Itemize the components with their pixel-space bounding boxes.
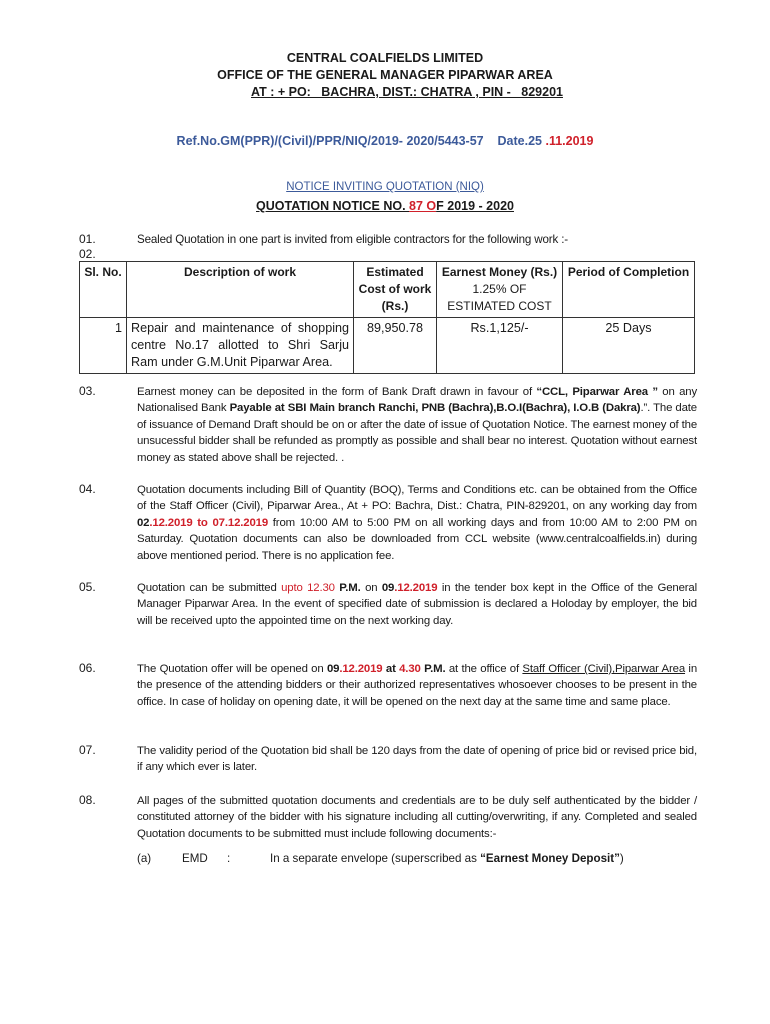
quotation-suffix: F 2019 - 2020 — [436, 199, 514, 213]
p05-part-a: Quotation can be submitted — [137, 582, 282, 594]
col-description: Description of work — [127, 262, 354, 318]
address-line: AT : + PO: _BACHRA, DIST.: CHATRA , PIN - _829201 — [251, 85, 563, 99]
quotation-prefix: QUOTATION NOTICE NO. — [256, 199, 410, 213]
sub-item-a-name: EMD — [182, 852, 208, 865]
quotation-number: 87 O — [409, 199, 437, 213]
p06-date-day: 09 — [326, 663, 340, 675]
row-estimated-cost: 89,950.78 — [354, 318, 437, 374]
col-sl-no: Sl. No. — [80, 262, 127, 318]
row-period: 25 Days — [563, 318, 695, 374]
p04-date1-rest: .12.2019 — [149, 516, 193, 529]
item-04-text — [137, 482, 697, 564]
item-number-01: 01. — [79, 232, 96, 246]
niq-title: NOTICE INVITING QUOTATION (NIQ) — [286, 181, 484, 193]
p06-time: 4.30 — [399, 663, 421, 675]
p03-part-c: on any Nationalised Bank — [137, 386, 697, 415]
p06-part-c: in the presence of the attending bidders or their authorized representatives whosoever chooses to be present in the office. In case of holiday on opening date, it will be opened on the next day at the same time and same place. — [137, 663, 698, 708]
item-number-02: 02. — [79, 247, 96, 261]
col-estimated-cost: Estimated Cost of work (Rs.) — [354, 262, 437, 318]
p04-part-b: from 10:00 AM to 5:00 PM on all working days and from 10:00 AM to 2:00 PM on Saturday. Quotation documents can also be downloaded from CCL website (www.centralcoalfields.in) during above mentioned period. There is no application fee. — [137, 516, 697, 562]
company-name: CENTRAL COALFIELDS LIMITED — [286, 51, 484, 65]
item-08-text: All pages of the submitted quotation documents and credentials are to be duly self authenticated by the bidder / constituted attorney of the bidder with his signature including all cutting/overwriting, if any. Completed and sealed Quotation documents to be submitted must include following documents:- — [137, 795, 697, 840]
item-06-text — [137, 661, 697, 710]
p05-pm: P.M. — [339, 582, 361, 594]
item-number-07: 07. — [79, 743, 96, 757]
p06-at: at — [382, 663, 400, 675]
row-earnest-money: Rs.1,125/- — [437, 318, 563, 374]
office-address — [22, 84, 770, 101]
item-05-text — [137, 580, 697, 629]
sub-item-a-text — [270, 852, 624, 865]
reference-line — [0, 134, 770, 148]
item-01-text: Sealed Quotation in one part is invited from eligible contractors for the following work :- — [137, 233, 569, 246]
sub-a-text-part: In a separate envelope (superscribed as — [270, 852, 481, 865]
table-header-row — [80, 262, 695, 318]
item-number-03: 03. — [79, 384, 96, 398]
item-07-text: The validity period of the Quotation bid shall be 120 days from the date of opening of price bid or revised price bid, if any which ever is later. — [137, 745, 697, 774]
reference-number: Ref.No.GM(PPR)/(Civil)/PPR/NIQ/2019- 2020/5443-57 — [176, 134, 484, 148]
p06-part-a: The Quotation offer will be opened on — [137, 663, 327, 675]
p05-date-day: 09 — [381, 582, 395, 594]
p04-part-a: Quotation documents including Bill of Quantity (BOQ), Terms and Conditions etc. can be obtained from the Office of the Staff Officer (Civil), Piparwar Area., At + PO: Bachra, Dist.: Chatra, PIN-829201, on any working day from — [137, 484, 697, 513]
p05-part-b: in the tender box kept in the Office of the General Manager Piparwar Area. In the event of specified date of submission is declared a Holoday by employer, the bid will be received upto the appointed time on the next working day. — [137, 582, 697, 627]
p04-date2: 07.12.2019 — [212, 516, 269, 529]
p03-bank-draft-payee: “CCL, Piparwar Area ” — [536, 386, 658, 398]
table-row — [80, 318, 695, 374]
earnest-money-note: 1.25% OF ESTIMATED COST — [447, 282, 552, 313]
col-earnest-money — [437, 262, 563, 318]
p06-office: Staff Officer (Civil),Piparwar Area — [522, 663, 686, 675]
p03-part-a: Earnest money can be deposited in the form of Bank Draft drawn in favour of — [137, 386, 537, 398]
item-number-06: 06. — [79, 661, 96, 675]
row-description: Repair and maintenance of shopping centre No.17 allotted to Shri Sarju Ram under G.M.Unit Piparwar Area. — [127, 318, 354, 374]
p03-payable-at: Payable at SBI Main branch Ranchi, PNB (Bachra),B.O.I(Bachra), I.O.B (Dakra) — [229, 402, 641, 415]
sub-item-a-label: (a) — [137, 852, 152, 865]
col-period: Period of Completion — [563, 262, 695, 318]
sub-a-end-part: ) — [619, 852, 624, 865]
work-table — [79, 261, 695, 374]
p05-time: upto 12.30 — [281, 582, 340, 594]
reference-date-label: Date.25 — [497, 134, 546, 148]
office-name: OFFICE OF THE GENERAL MANAGER PIPARWAR AREA — [217, 68, 553, 82]
p06-part-b: at the office of — [445, 663, 523, 675]
p04-to: to — [192, 516, 213, 529]
p04-date1-day: 02 — [137, 516, 150, 529]
item-number-05: 05. — [79, 580, 96, 594]
p06-date-rest: .12.2019 — [339, 663, 383, 675]
sub-item-a-colon: : — [227, 852, 231, 865]
item-number-04: 04. — [79, 482, 96, 496]
item-number-08: 08. — [79, 793, 96, 807]
item-03-text — [137, 384, 697, 466]
p05-date-rest: .12.2019 — [394, 582, 438, 594]
sub-a-bold-part: “Earnest Money Deposit” — [480, 852, 620, 865]
earnest-money-label: Earnest Money (Rs.) — [441, 265, 558, 279]
p06-pm: P.M. — [420, 663, 446, 675]
p05-on: on — [360, 582, 382, 594]
p03-part-e: .”. The date of issuance of Demand Draft should be on or after the date of issue of Quotation Notice. The earnest money of the unsucessful bidder shall be refunded as promptly as possible and shall bear no interest. Quotation without earnest money as stated above shall be rejected. . — [137, 402, 697, 464]
reference-date-value: .11.2019 — [545, 134, 594, 148]
row-sl-no: 1 — [80, 318, 127, 374]
quotation-notice-title — [0, 199, 770, 213]
